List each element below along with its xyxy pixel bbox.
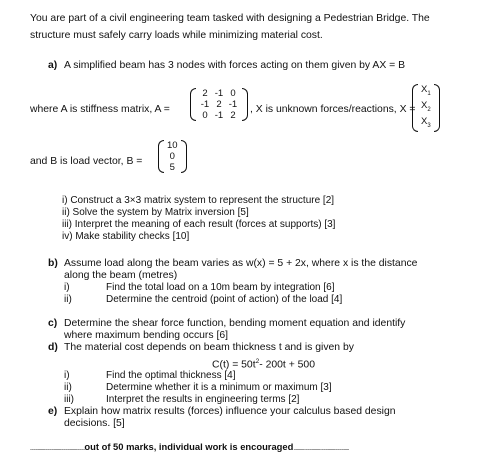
vector-b-entry: 0 [169,151,175,162]
matrix-a-cell: 2 [216,99,222,110]
part-d-sub-3-text: Interpret the results in engineering terms [2] [106,394,300,405]
vector-x-entry: $X_3$ [421,115,431,129]
vector-x-entry: $X_1$ [421,84,431,97]
matrix-a-cell: -1 [228,99,238,110]
part-e-line-1: Explain how matrix results (forces) influence your calculus based design [64,406,396,417]
matrix-a [190,88,248,121]
part-a-item-4: iv) Make stability checks [10] [62,231,190,242]
vector-b-entry: 10 [167,140,178,151]
part-a-label: a) [48,60,58,71]
part-e-line-2: decisions. [5] [64,418,125,429]
matrix-a-cell: -1 [200,99,210,110]
matrix-a-cell: 0 [230,88,236,99]
part-d-sub-2-text: Determine whether it is a minimum or maximum [3] [106,382,332,393]
part-b-sub-1-num: i) [64,282,70,293]
part-b-line-2: along the beam (metres) [64,270,178,281]
vector-b-entry: 5 [169,162,175,173]
part-d-sub-1-num: i) [64,370,70,381]
vector-x [412,84,440,132]
part-a-text: A simplified beam has 3 nodes with forces acting on them given by AX = B [64,60,406,71]
vector-b [158,140,187,173]
vector-x-entry: $X_2$ [421,99,431,113]
cost-equation: $C(t) = 50t^2-$ 200t + 500 [212,358,315,371]
part-d-sub-2-num: ii) [64,382,72,393]
part-a-item-2: ii) Solve the system by Matrix inversion [5] [62,207,249,218]
part-b-sub-1-text: Find the total load on a 10m beam by integration [6] [106,282,335,293]
footer-line: ...................................................out of 50 marks, individual work is encouraged.................................................... [30,441,349,452]
part-d-label: d) [48,342,58,353]
matrix-a-cell: -1 [214,88,224,99]
b-description: and B is load vector, B = [30,156,143,167]
part-c-line-2: where maximum bending occurs [6] [64,330,229,341]
part-b-line-1: Assume load along the beam varies as w(x) = 5 + 2x, where x is the distance [64,258,418,269]
intro-line-2: structure must safely carry loads while minimizing material cost. [30,30,323,41]
part-e-label: e) [48,406,58,417]
matrix-a-cell: 2 [230,110,236,121]
part-b-sub-2-num: ii) [64,294,72,305]
part-d-line-1: The material cost depends on beam thickness t and is given by [64,342,354,353]
part-c-label: c) [48,318,58,329]
intro-line-1: You are part of a civil engineering team tasked with designing a Pedestrian Bridge. The [30,13,430,24]
matrix-a-cell: 2 [202,88,208,99]
matrix-a-cell: -1 [214,110,224,121]
part-c-line-1: Determine the shear force function, bending moment equation and identify [64,318,406,329]
part-a-item-3: iii) Interpret the meaning of each result (forces at supports) [3] [62,219,336,230]
x-description: , X is unknown forces/reactions, X = [250,104,416,115]
part-a-item-1: i) Construct a 3×3 matrix system to represent the structure [2] [62,195,335,206]
stiffness-prefix: where A is stiffness matrix, A = [30,104,170,115]
part-d-sub-3-num: iii) [64,394,74,405]
part-b-label: b) [48,258,58,269]
part-d-sub-1-text: Find the optimal thickness [4] [106,370,236,381]
matrix-a-cell: 0 [202,110,208,121]
part-b-sub-2-text: Determine the centroid (point of action) of the load [4] [106,294,343,305]
